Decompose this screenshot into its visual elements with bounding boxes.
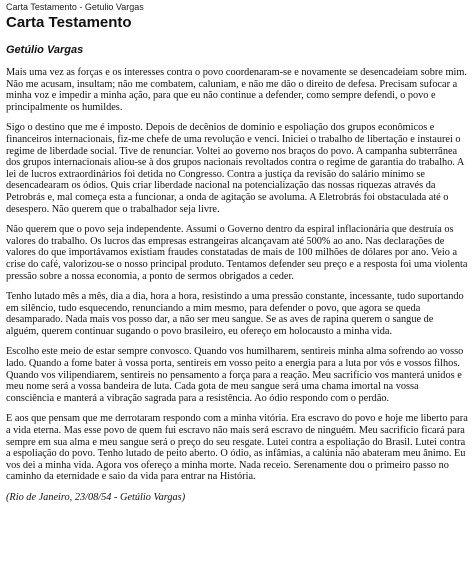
paragraph-6: E aos que pensam que me derrotaram respondo com a minha vitória. Era escravo do povo e hoje me liberto para a vida eterna. Mas esse povo de quem fui escravo não mais será escravo de ninguém. Meu sacrifício ficará para sempre em sua alma e meu sangue será o preço do seu resgate. Lutei contra a espoliação do Brasil. Lutei contra a espoliação do povo. Tenho lutado de peito aberto. O ódio, as infâmias, a calúnia não abateram meu ânimo. Eu vos dei a minha vida. Agora vos ofereço a minha morte. Nada receio. Serenamente dou o primeiro passo no caminho da eternidade e saio da vida para entrar na História. (6, 413, 468, 483)
paragraph-3: Não querem que o povo seja independente. Assumi o Governo dentro da espiral inflacionária que destruía os valores do trabalho. Os lucros das empresas estrangeiras alcançavam até 500% ao ano. Nas declarações de valores do que importávamos existiam fraudes constatadas de mais de 100 milhões de dólares por ano. Veio a crise do café, valorizou-se o nosso principal produto. Tentamos defender seu preço e a resposta foi uma violenta pressão sobre a nossa economia, a ponto de sermos obrigados a ceder. (6, 224, 468, 282)
page-title: Carta Testamento (6, 14, 132, 31)
paragraph-1: Mais uma vez as forças e os interesses contra o povo coordenaram-se e novamente se desencadeiam sobre mim. Não me acusam, insultam; não me combatem, caluniam, e não me dão o direito de defesa. Precisam sufocar a minha voz e impedir a minha ação, para que eu não continue a defender, como sempre defendi, o povo e principalmente os humildes. (6, 67, 467, 113)
paragraph-4: Tenho lutado mês a mês, dia a dia, hora a hora, resistindo a uma pressão constante, incessante, tudo suportando em silêncio, tudo esquecendo, renunciando a mim mesmo, para defender o povo, que agora se queda desamparado. Nada mais vos posso dar, a não ser meu sangue. Se as aves de rapina querem o sangue de alguém, querem continuar sugando o povo brasileiro, eu ofereço em holocausto a minha vida. (6, 291, 464, 337)
paragraph-2: Sigo o destino que me é imposto. Depois de decênios de domínio e espoliação dos grupos econômicos e financeiros internacionais, fiz-me chefe de uma revolução e venci. Iniciei o trabalho de libertação e instaurei o regime de liberdade social. Tive de renunciar. Voltei ao governo nos braços do povo. A campanha subterrânea dos grupos internacionais aliou-se à dos grupos nacionais revoltados contra o regime de garantia do trabalho. A lei de lucros extraordinários foi detida no Congresso. Contra a justiça da revisão do salário mínimo se desencadearam os ódios. Quis criar liberdade nacional na potencialização das nossas riquezas através da Petrobrás e, mal começa esta a funcionar, a onda de agitação se avoluma. A Eletrobrás foi obstaculada até o desespero. Não querem que o trabalhador seja livre. (6, 122, 464, 215)
signature-line: (Rio de Janeiro, 23/08/54 - Getúlio Vargas) (6, 492, 186, 503)
paragraph-5: Escolho este meio de estar sempre convosco. Quando vos humilharem, sentireis minha alma sofrendo ao vosso lado. Quando a fome bater à vossa porta, sentireis em vosso peito a energia para a luta por vós e vossos filhos. Quando vos vilipendiarem, sentireis no pensamento a força para a reação. Meu sacrifício vos manterá unidos e meu nome será a vossa bandeira de luta. Cada gota de meu sangue será uma chama imortal na vossa consciência e manterá a vibração sagrada para a resistência. Ao ódio respondo com o perdão. (6, 346, 464, 404)
author-name: Getúlio Vargas (6, 44, 84, 56)
window-title: Carta Testamento - Getulio Vargas (6, 2, 144, 12)
